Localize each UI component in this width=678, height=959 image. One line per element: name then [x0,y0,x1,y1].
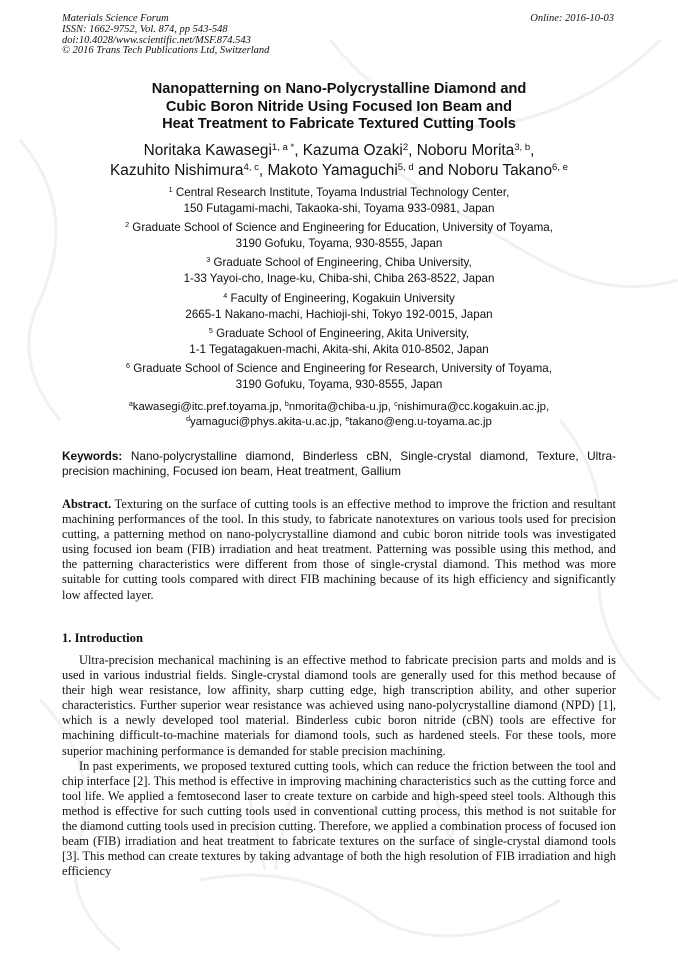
author-line: Noritaka Kawasegi$^{1, a *}$, Kazuma Ozaki$^2$, Noboru Morita$^{3, b}$, [143,141,535,159]
title-line: Nanopatterning on Nano-Polycrystalline Diamond and [151,81,527,97]
author-name: Noboru Takano [447,161,553,179]
paragraph: In past experiments, we proposed textured cutting tools, which can reduce the friction between the tool and chip interface [2]. This method is effective in improving machining characteristics such as the cutting force and tool life. We applied a femtosecond laser to create texture on carbide and high-speed steel tools. Although this method is effective for such cutting tools used in conventional cutting process, this method is not suitable for the diamond cutting tools used in precision cutting. Therefore, we applied a combination process of focused ion beam (FIB) irradiation and heat treatment to fabricate textures on the surface of single-crystal diamond tools [3]. This method can create textures by taking advantage of both the high resolution of FIB irradiation and high efficiency [62,758,616,879]
email-link[interactable]: takano@eng.u-toyama.ac.jp [349,416,492,428]
email-link[interactable]: yamaguci@phys.akita-u.ac.jp [190,416,339,428]
journal-issn: ISSN: 1662-9752, Vol. 874, pp 543-548 [62,23,228,35]
email-list: $^a$kawasegi@itc.pref.toyama.jp, $^b$nmorita@chiba-u.jp, $^c$nishimura@cc.kogakuin.ac.jp, $^d$yamaguci@phys.akita-u.ac.jp, $^e$takano@eng.u-toyama.ac.jp [128,401,550,428]
email-link[interactable]: nishimura@cc.kogakuin.ac.jp [397,401,546,413]
section-body [62,653,616,879]
affiliation: $^4$ Faculty of Engineering, Kogakuin University 2665-1 Nakano-machi, Hachioji-shi, Tokyo 192-0015, Japan [185,291,493,321]
affiliation: $^3$ Graduate School of Engineering, Chiba University, 1-33 Yayoi-cho, Inage-ku, Chiba-shi, Chiba 263-8522, Japan [183,255,495,285]
author-sup: 1, a * [271,141,295,153]
paragraph: Ultra-precision mechanical machining is an effective method to fabricate precision parts and molds and is used in various industrial fields. Single-crystal diamond tools are generally used for this method because of their high wear resistance, low affinity, sharp cutting edge, high transcription ability, and other superior characteristics. Further superior wear resistance was achieved using nano-polycrystalline diamond (NPD) [1], which is a newly developed tool material. Binderless cubic boron nitride (cBN) tools are effective for machining difficult-to-machine materials for diamond tools, such as hardened steels. For these tools, more superior machining performance is demanded for stable precision machining. [62,653,616,758]
author-line: Kazuhito Nishimura$^{4, c}$, Makoto Yamaguchi$^{5, d}$ and Noboru Takano$^{6, e}$ [110,161,568,179]
keywords [62,449,616,479]
affiliation: $^6$ Graduate School of Science and Engineering for Research, University of Toyama, 3190 Gofuku, Toyama, 930-8555, Japan [126,361,552,391]
paper-title [60,81,618,134]
affiliation: $^1$ Central Research Institute, Toyama Industrial Technology Center, 150 Futagami-machi, Takaoka-shi, Toyama 933-0981, Japan [168,185,510,215]
abstract [62,497,616,603]
email-link[interactable]: kawasegi@itc.pref.toyama.jp [132,401,279,413]
author-sup: 3, b [514,141,531,153]
author-name: Kazuma Ozaki [302,142,403,159]
journal-doi: doi:10.4028/www.scientific.net/MSF.874.543 [62,34,251,46]
journal-copyright: © 2016 Trans Tech Publications Ltd, Switzerland [62,45,270,57]
author-sup: 2 [402,141,409,153]
author-sup: 5, d [397,161,414,173]
section-heading: 1. Introduction [62,631,143,645]
journal-name: Materials Science Forum [62,13,169,24]
author-list [60,141,618,180]
affiliation: $^5$ Graduate School of Engineering, Akita University, 1-1 Tegatagakuen-machi, Akita-shi, Akita 010-8502, Japan [189,326,489,356]
author-sup: 6, e [552,161,568,173]
author-name: Noritaka Kawasegi [143,142,272,159]
title-line: Cubic Boron Nitride Using Focused Ion Beam and [165,98,513,115]
keywords-text: Nano-polycrystalline diamond, Binderless cBN, Single-crystal diamond, Texture, Ultra-precision machining, Focused ion beam, Heat treatment, Gallium [62,449,616,478]
keywords-label: Keywords: [62,449,123,463]
online-date: Online: 2016-10-03 [530,13,614,24]
author-name: Makoto Yamaguchi [267,161,398,179]
abstract-text: Texturing on the surface of cutting tools is an effective method to improve the friction and resultant machining performances of the tool. In this study, to fabricate nanotextures on various tools used for precision cutting, a patterning method on nano-polycrystalline diamond and cubic boron nitride tools was investigated using focused ion beam (FIB) irradiation and heat treatment. Patterning was possible using this method, and the patterning characteristics were different from those of single-crystal diamond. This method was more suitable for cutting tools compared with direct FIB machining because of its high efficiency and significantly low affected layer. [62,497,617,602]
journal-info [62,14,269,57]
title-line: Heat Treatment to Fabricate Textured Cutting Tools [162,116,516,132]
affiliation: $^2$ Graduate School of Science and Engineering for Education, University of Toyama, 3190 Gofuku, Toyama, 930-8555, Japan [125,220,553,250]
abstract-label: Abstract. [62,497,112,511]
author-name: Noboru Morita [416,142,515,159]
author-name: Kazuhito Nishimura [110,161,244,179]
author-sup: 4, c [243,161,259,173]
email-link[interactable]: nmorita@chiba-u.jp [288,401,388,413]
